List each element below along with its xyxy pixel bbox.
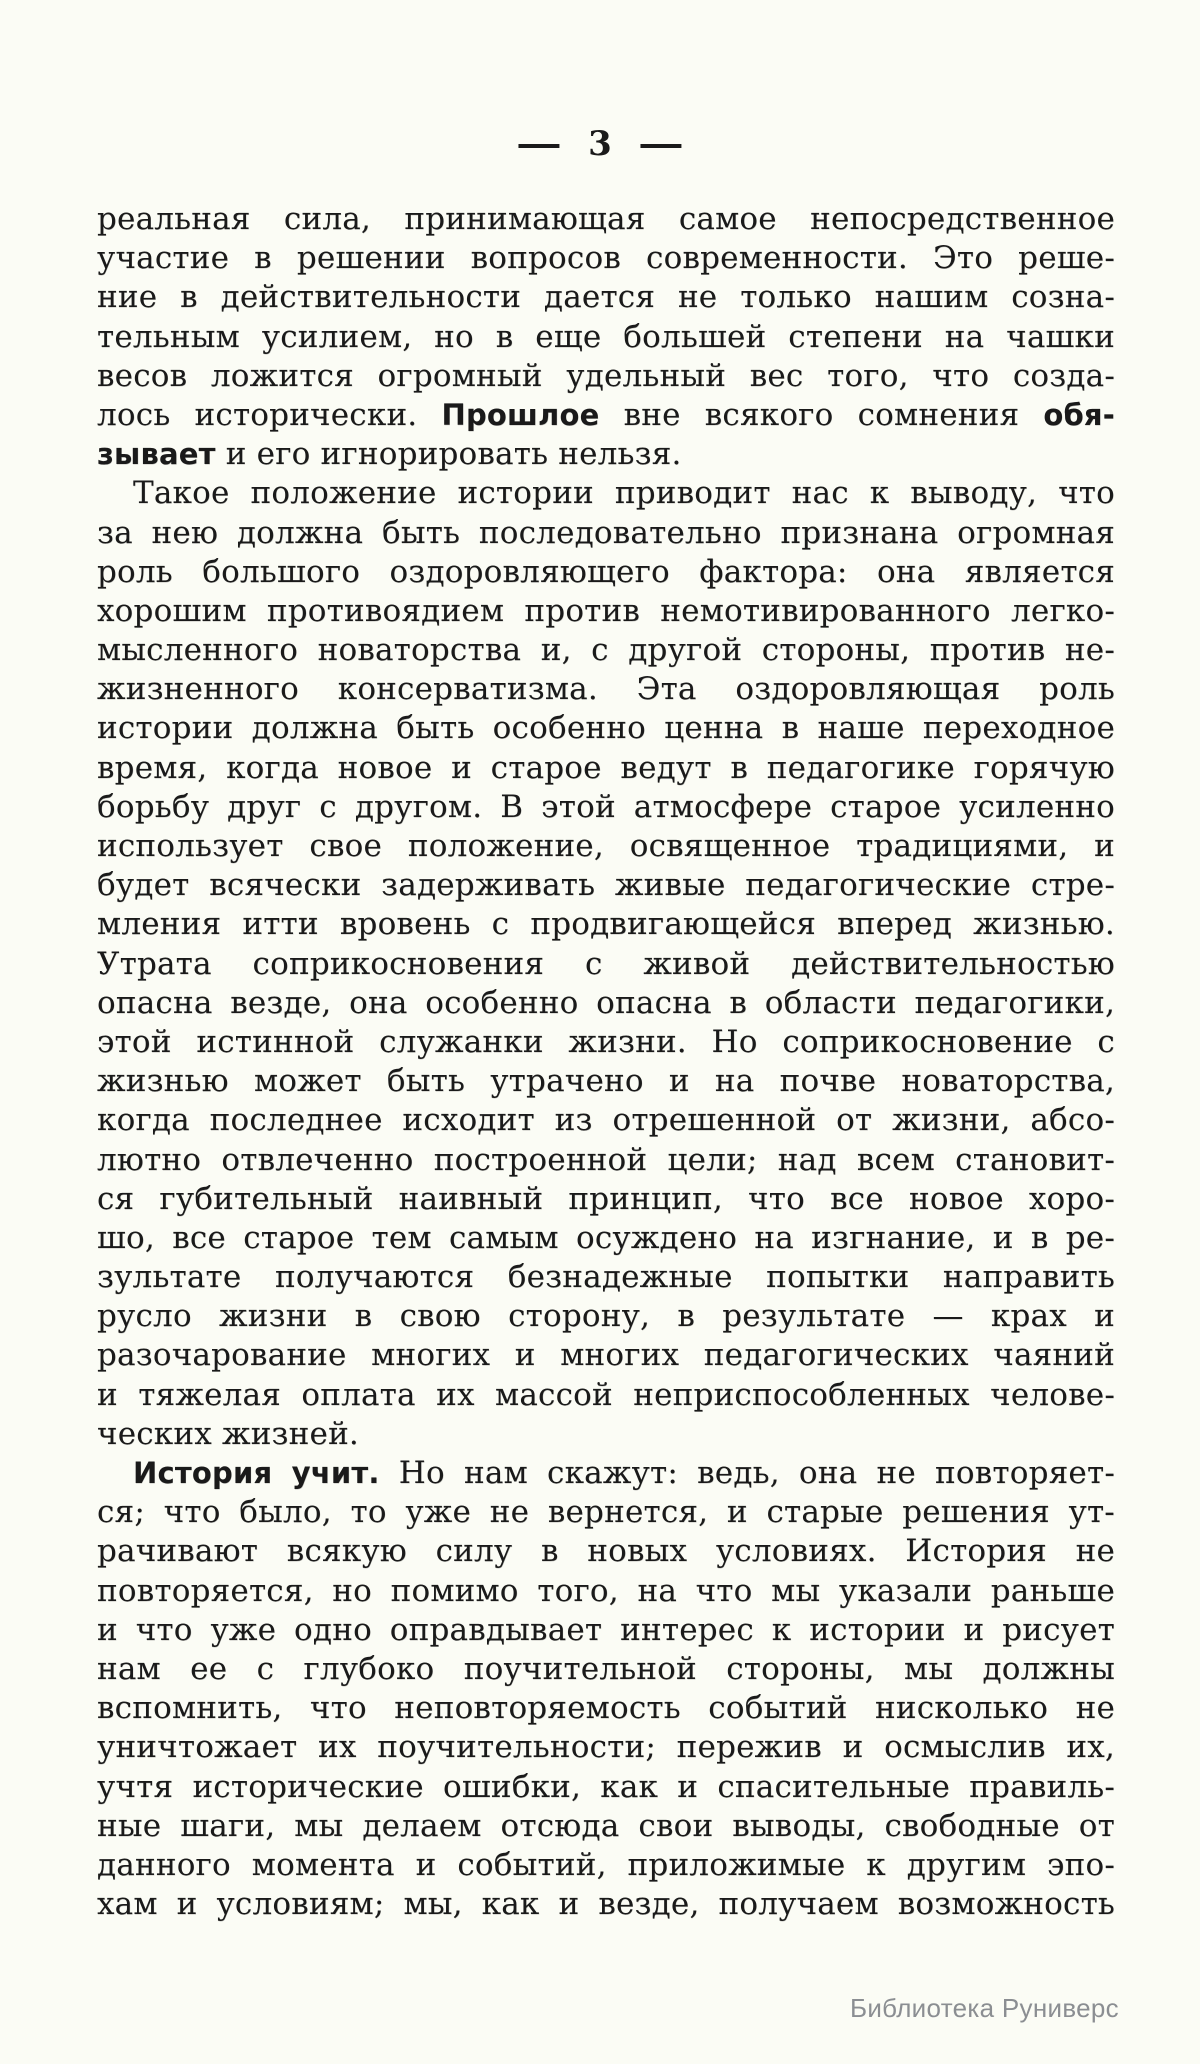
text-segment: вне всякого сомнения — [599, 396, 1044, 433]
text-line — [97, 1258, 1115, 1297]
text-line — [97, 318, 1115, 357]
text-line — [97, 1885, 1115, 1924]
text-line — [97, 1846, 1115, 1885]
text-segment: роль большого оздоровляющего фактора: она является — [97, 553, 1115, 590]
text-segment: Такое положение истории приводит нас к выводу, что — [133, 475, 1115, 512]
text-segment: борьбу друг с другом. В этой атмосфере старое усиленно — [97, 788, 1115, 825]
text-segment: ся; что было, то уже не вернется, и старые решения ут- — [97, 1494, 1115, 1531]
text-segment: использует свое положение, освященное традициями, и — [97, 828, 1115, 864]
text-segment: истории должна быть особенно ценна в наше переходное — [97, 710, 1115, 747]
library-watermark: Библиотека Руниверс — [850, 1993, 1119, 2023]
bold-text-segment: История учит. — [133, 1456, 380, 1490]
text-segment: лютно отвлеченно построенной цели; над всем становит- — [97, 1141, 1115, 1178]
text-segment: и тяжелая оплата их массой неприспособленных челове- — [97, 1376, 1115, 1413]
text-line — [97, 945, 1115, 984]
text-line — [97, 1062, 1115, 1101]
text-line — [97, 592, 1115, 631]
text-segment: уничтожает их поучительности; пережив и осмыслив их, — [97, 1729, 1115, 1766]
text-line — [97, 474, 1115, 513]
text-line — [97, 905, 1115, 944]
text-segment: лось исторически. — [97, 396, 442, 433]
text-segment: ся губительный наивный принцип, что все новое хоро- — [97, 1180, 1115, 1217]
text-segment: вспомнить, что неповторяемость событий нисколько не — [97, 1690, 1115, 1727]
text-segment: участие в решении вопросов современности. Это реше- — [97, 240, 1115, 277]
text-segment: шо, все старое тем самым осуждено на изгнание, и в ре- — [97, 1219, 1115, 1256]
text-line — [97, 1689, 1115, 1728]
text-line — [97, 1454, 1115, 1493]
text-segment: жизнью может быть утрачено и на почве новаторства, — [97, 1063, 1115, 1100]
text-line — [97, 1493, 1115, 1532]
text-segment: тельным усилием, но в еще большей степени на чашки — [97, 318, 1115, 355]
text-segment: реальная сила, принимающая самое непосредственное — [97, 201, 1115, 237]
text-segment: опасна везде, она особенно опасна в области педагогики, — [97, 984, 1115, 1021]
text-line — [97, 709, 1115, 748]
text-segment: ческих жизней. — [97, 1415, 359, 1452]
text-segment: Утрата соприкосновения с живой действительностью — [97, 945, 1115, 982]
text-line — [97, 1141, 1115, 1180]
text-line — [97, 1219, 1115, 1258]
text-segment: учтя исторические ошибки, как и спасительные правиль- — [97, 1768, 1115, 1805]
text-line — [97, 1807, 1115, 1846]
text-segment: ние в действительности дается не только нашим созна- — [97, 279, 1115, 316]
text-segment: хам и условиям; мы, как и везде, получаем возможность — [97, 1886, 1115, 1923]
text-segment: и что уже одно оправдывает интерес к истории и рисует — [97, 1611, 1115, 1648]
text-segment: весов ложится огромный удельный вес того, что созда- — [97, 357, 1115, 394]
header-dash-right: — — [637, 124, 684, 164]
text-line — [97, 278, 1115, 317]
text-line — [97, 1297, 1115, 1336]
text-line — [97, 1768, 1115, 1807]
text-segment: и его игнорировать нельзя. — [215, 436, 682, 473]
text-line — [97, 749, 1115, 788]
text-segment: мления итти вровень с продвигающейся вперед жизнью. — [97, 906, 1115, 943]
text-line — [97, 788, 1115, 827]
text-line — [97, 866, 1115, 905]
text-segment: данного момента и событий, приложимые к другим эпо- — [97, 1846, 1115, 1883]
text-line — [97, 1415, 1115, 1454]
text-segment: мысленного новаторства и, с другой стороны, против не- — [97, 632, 1115, 669]
text-line — [97, 827, 1115, 866]
text-line — [97, 1101, 1115, 1140]
text-line — [97, 1572, 1115, 1611]
text-segment: этой истинной служанки жизни. Но соприкосновение с — [97, 1023, 1115, 1060]
bold-text-segment: обя- — [1043, 397, 1115, 432]
text-segment: разочарование многих и многих педагогических чаяний — [97, 1337, 1115, 1374]
text-segment: нам ее с глубоко поучительной стороны, мы должны — [97, 1650, 1115, 1687]
page-body-text — [97, 200, 1115, 1924]
text-segment: зультате получаются безнадежные попытки направить — [97, 1259, 1115, 1296]
text-segment: ные шаги, мы делаем отсюда свои выводы, свободные от — [97, 1807, 1115, 1844]
text-line — [97, 1611, 1115, 1650]
text-line — [97, 1728, 1115, 1767]
text-line — [97, 1532, 1115, 1571]
bold-text-segment: Прошлое — [441, 397, 600, 432]
text-segment: жизненного консерватизма. Эта оздоровляющая роль — [97, 671, 1115, 708]
page-number: 3 — [588, 124, 612, 164]
text-line — [97, 357, 1115, 396]
text-segment: за нею должна быть последовательно признана огромная — [97, 514, 1115, 551]
page-header — [0, 124, 1200, 164]
text-segment: повторяется, но помимо того, на что мы указали раньше — [97, 1572, 1115, 1609]
text-segment: когда последнее исходит из отрешенной от жизни, абсо- — [97, 1102, 1115, 1139]
text-segment: хорошим противоядием против немотивированного легко- — [97, 592, 1115, 629]
text-segment: будет всячески задерживать живые педагогические стре- — [97, 867, 1115, 904]
text-line — [97, 1180, 1115, 1219]
text-line — [97, 396, 1115, 435]
text-line — [97, 435, 1115, 474]
text-segment: русло жизни в свою сторону, в результате — крах и — [97, 1298, 1115, 1335]
header-dash-left: — — [516, 124, 563, 164]
text-line — [97, 200, 1115, 239]
text-line — [97, 670, 1115, 709]
text-line — [97, 239, 1115, 278]
text-line — [97, 1376, 1115, 1415]
text-line — [97, 553, 1115, 592]
text-segment: Но нам скажут: ведь, она не повторяет- — [379, 1455, 1115, 1491]
text-line — [97, 984, 1115, 1023]
bold-text-segment: зывает — [97, 437, 216, 472]
text-segment: рачивают всякую силу в новых условиях. История не — [97, 1533, 1115, 1570]
text-line — [97, 631, 1115, 670]
text-line — [97, 1336, 1115, 1375]
text-segment: время, когда новое и старое ведут в педагогике горячую — [97, 749, 1115, 786]
text-line — [97, 514, 1115, 553]
text-line — [97, 1023, 1115, 1062]
text-line — [97, 1650, 1115, 1689]
